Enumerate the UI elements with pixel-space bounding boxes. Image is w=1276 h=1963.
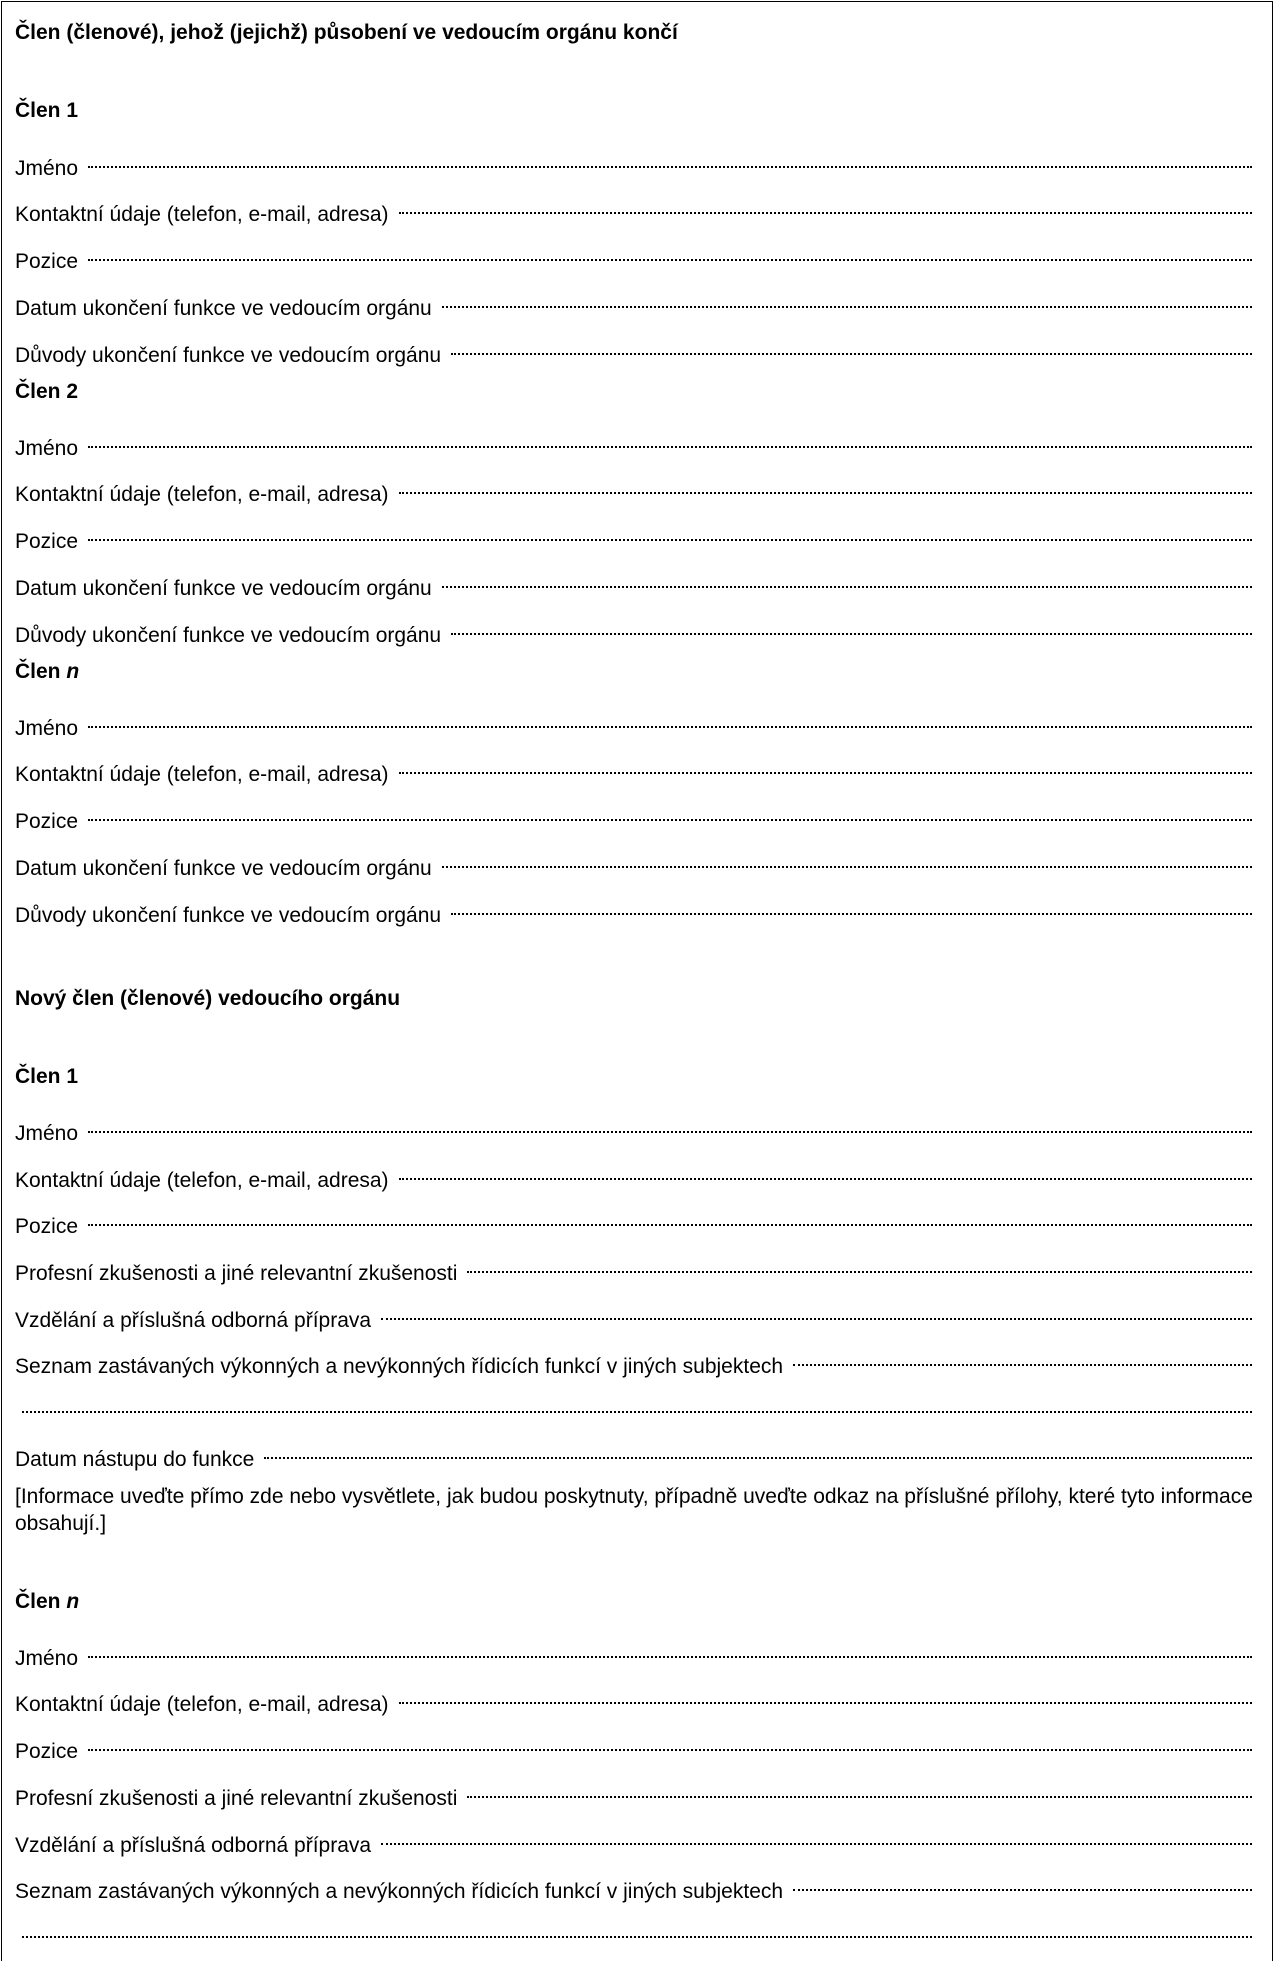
field-name-m1[interactable]: Jméno xyxy=(15,145,1252,175)
instruction-note: [Informace uveďte přímo zde nebo vysvětlete, jak budou poskytnuty, případně uveďte odkaz na příslušné přílohy, které tyto informace obsahují.] xyxy=(15,1485,1253,1535)
field-position-m2[interactable]: Pozice xyxy=(15,518,1252,548)
field-education-new-m1[interactable]: Vzdělání a příslušná odborná příprava xyxy=(15,1297,1252,1327)
fill-line[interactable] xyxy=(399,1157,1252,1187)
field-contact-m1[interactable]: Kontaktní údaje (telefon, e-mail, adresa) xyxy=(15,191,1252,221)
fill-line[interactable] xyxy=(88,798,1252,828)
fill-line[interactable] xyxy=(381,1822,1252,1852)
fill-line[interactable] xyxy=(793,1343,1252,1373)
fill-line[interactable] xyxy=(399,1681,1252,1711)
fill-line[interactable] xyxy=(399,751,1252,781)
field-position-new-m1[interactable]: Pozice xyxy=(15,1203,1252,1233)
member-n-heading: Člen n xyxy=(15,660,80,683)
fill-line[interactable] xyxy=(88,1110,1252,1140)
fill-line[interactable] xyxy=(88,705,1252,735)
field-functions-new-mn[interactable]: Seznam zastávaných výkonných a nevýkonných řídicích funkcí v jiných subjektech xyxy=(15,1868,1252,1898)
fill-line[interactable] xyxy=(442,285,1252,315)
member-2-heading: Člen 2 xyxy=(15,380,79,403)
fill-line[interactable] xyxy=(399,191,1252,221)
fill-line[interactable] xyxy=(264,1436,1252,1466)
field-end-reasons-mn[interactable]: Důvody ukončení funkce ve vedoucím orgánu xyxy=(15,892,1252,922)
fill-line[interactable] xyxy=(442,845,1252,875)
section-title-new-members: Nový člen (členové) vedoucího orgánu xyxy=(15,987,401,1010)
fill-line[interactable] xyxy=(88,238,1252,268)
field-experience-new-m1[interactable]: Profesní zkušenosti a jiné relevantní zkušenosti xyxy=(15,1250,1252,1280)
field-end-date-m1[interactable]: Datum ukončení funkce ve vedoucím orgánu xyxy=(15,285,1252,315)
fill-line[interactable] xyxy=(451,332,1252,362)
field-position-mn[interactable]: Pozice xyxy=(15,798,1252,828)
fill-line[interactable] xyxy=(442,565,1252,595)
fill-line[interactable] xyxy=(381,1297,1252,1327)
field-start-date-new-m1[interactable]: Datum nástupu do funkce xyxy=(15,1436,1252,1466)
field-functions-new-m1[interactable]: Seznam zastávaných výkonných a nevýkonných řídicích funkcí v jiných subjektech xyxy=(15,1343,1252,1373)
new-member-n-heading: Člen n xyxy=(15,1590,80,1613)
fill-line[interactable] xyxy=(88,425,1252,455)
field-end-reasons-m2[interactable]: Důvody ukončení funkce ve vedoucím orgánu xyxy=(15,612,1252,642)
fill-line[interactable] xyxy=(88,145,1252,175)
member-1-heading: Člen 1 xyxy=(15,99,79,122)
field-contact-new-m1[interactable]: Kontaktní údaje (telefon, e-mail, adresa) xyxy=(15,1157,1252,1187)
fill-line[interactable] xyxy=(399,471,1252,501)
field-position-new-mn[interactable]: Pozice xyxy=(15,1728,1252,1758)
fill-line[interactable] xyxy=(793,1868,1252,1898)
field-position-m1[interactable]: Pozice xyxy=(15,238,1252,268)
field-end-date-m2[interactable]: Datum ukončení funkce ve vedoucím orgánu xyxy=(15,565,1252,595)
field-name-mn[interactable]: Jméno xyxy=(15,705,1252,735)
fill-line[interactable] xyxy=(451,892,1252,922)
field-end-reasons-m1[interactable]: Důvody ukončení funkce ve vedoucím orgánu xyxy=(15,332,1252,362)
field-contact-mn[interactable]: Kontaktní údaje (telefon, e-mail, adresa) xyxy=(15,751,1252,781)
field-name-new-m1[interactable]: Jméno xyxy=(15,1110,1252,1140)
fill-line[interactable] xyxy=(88,1635,1252,1665)
field-experience-new-mn[interactable]: Profesní zkušenosti a jiné relevantní zkušenosti xyxy=(15,1775,1252,1805)
field-education-new-mn[interactable]: Vzdělání a příslušná odborná příprava xyxy=(15,1822,1252,1852)
field-contact-new-mn[interactable]: Kontaktní údaje (telefon, e-mail, adresa) xyxy=(15,1681,1252,1711)
fill-line-continuation[interactable] xyxy=(22,1915,1252,1945)
field-end-date-mn[interactable]: Datum ukončení funkce ve vedoucím orgánu xyxy=(15,845,1252,875)
field-contact-m2[interactable]: Kontaktní údaje (telefon, e-mail, adresa) xyxy=(15,471,1252,501)
new-member-1-heading: Člen 1 xyxy=(15,1065,79,1088)
field-name-m2[interactable]: Jméno xyxy=(15,425,1252,455)
fill-line[interactable] xyxy=(467,1775,1252,1805)
fill-line[interactable] xyxy=(451,612,1252,642)
fill-line[interactable] xyxy=(88,1203,1252,1233)
section-title-ending-members: Člen (členové), jehož (jejichž) působení ve vedoucím orgánu končí xyxy=(15,21,678,44)
field-name-new-mn[interactable]: Jméno xyxy=(15,1635,1252,1665)
fill-line[interactable] xyxy=(467,1250,1252,1280)
fill-line-continuation[interactable] xyxy=(22,1390,1252,1420)
fill-line[interactable] xyxy=(88,518,1252,548)
fill-line[interactable] xyxy=(88,1728,1252,1758)
